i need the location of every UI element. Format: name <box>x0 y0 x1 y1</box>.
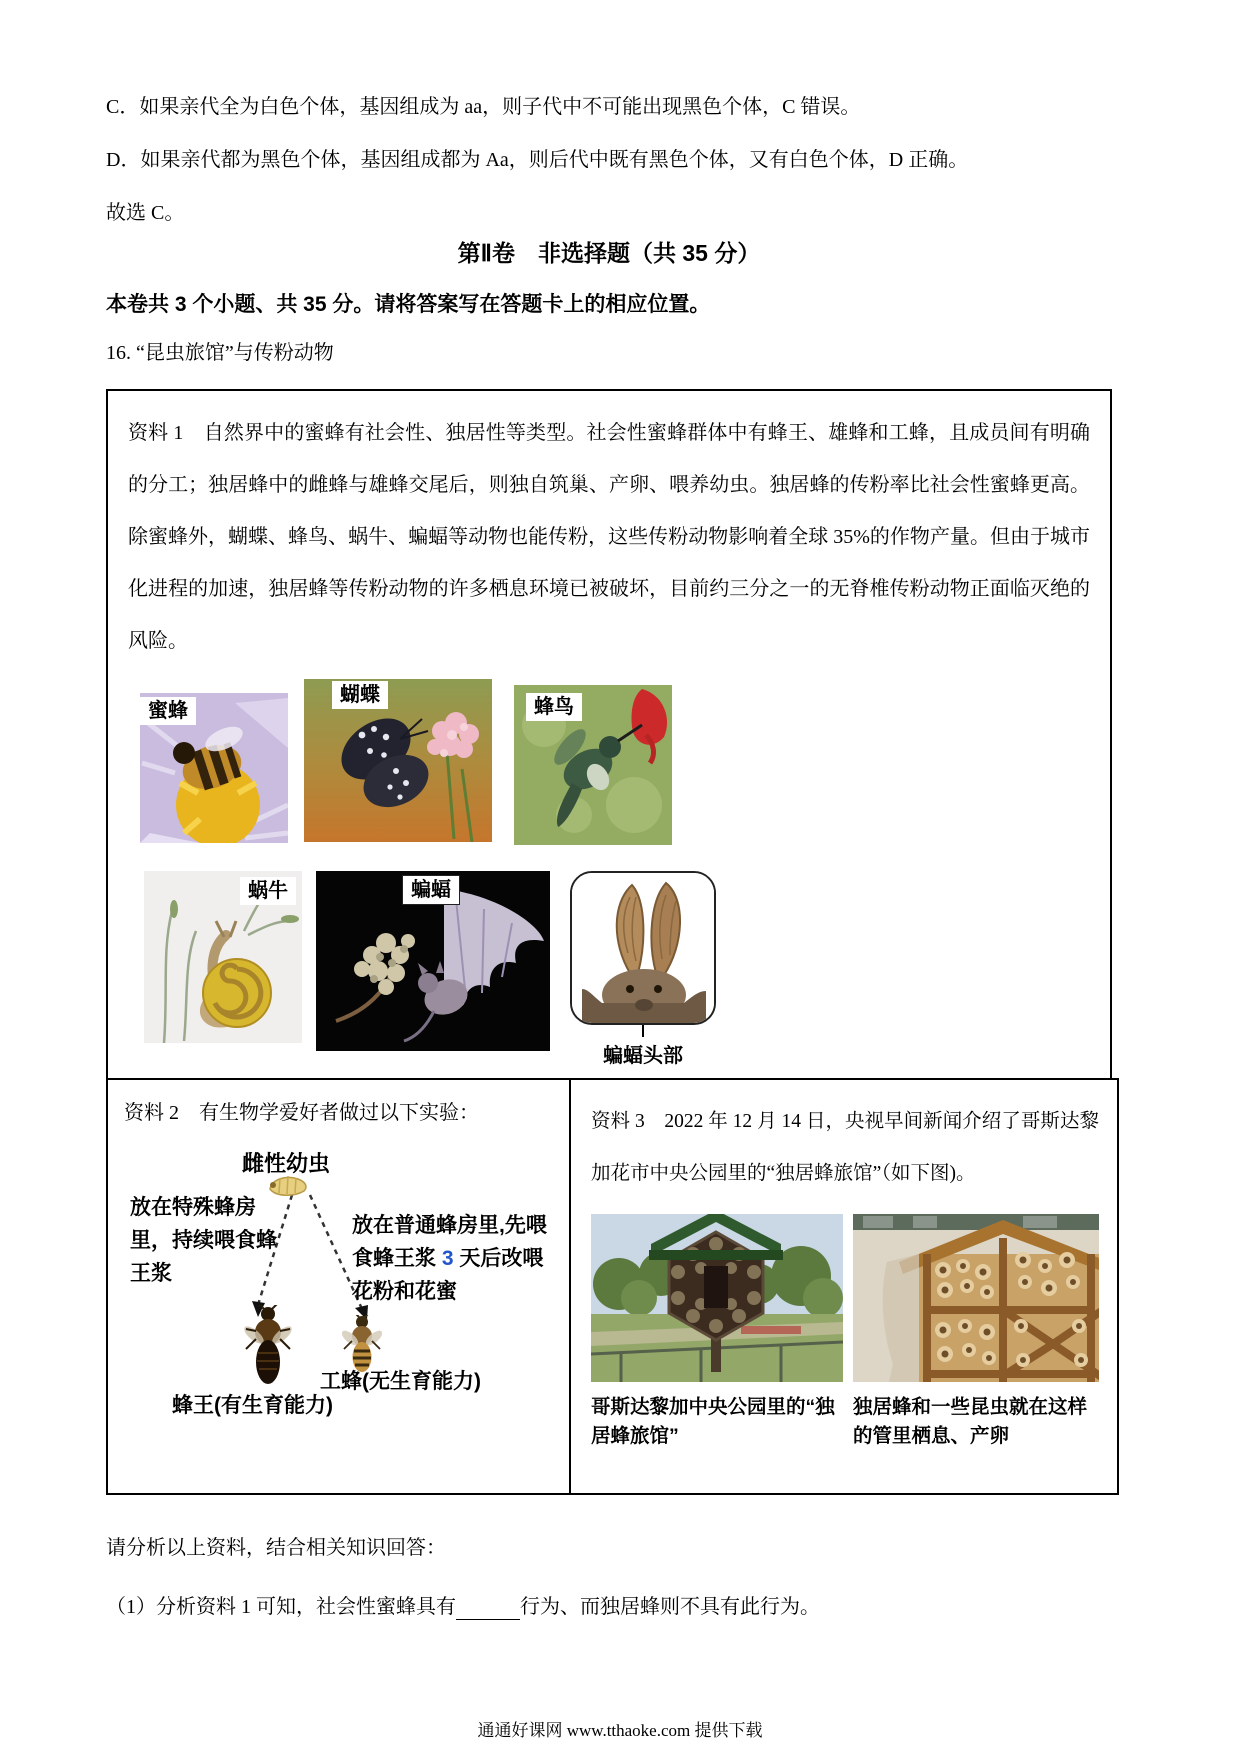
bat-photo-label: 蝙蝠 <box>402 875 460 905</box>
option-c-analysis: C．如果亲代全为白色个体，基因组成为 aa，则子代中不可能出现黑色个体，C 错误。 <box>106 96 861 118</box>
larva-label: 雌性幼虫 <box>242 1151 331 1176</box>
bat-head-pointer-line <box>642 1025 644 1037</box>
queen-bee-icon <box>244 1305 292 1387</box>
subquestion-1 <box>106 1590 1112 1620</box>
snail-photo <box>144 871 302 1043</box>
footer-text: 通通好课网 www.tthaoke.com 提供下载 <box>477 1721 763 1740</box>
section-title: 第Ⅱ卷 非选择题（共 35 分） <box>457 240 761 266</box>
normal-cell-note-post: 天后改喂花粉和花蜜 <box>352 1247 544 1303</box>
normal-cell-note-pre: 放在普通蜂房里,先喂食蜂王浆 <box>352 1214 547 1270</box>
snail-photo-label: 蜗牛 <box>240 877 296 905</box>
material3-text: 资料 3 2022 年 12 月 14 日，央视早间新闻介绍了哥斯达黎加花市中央公园里的“独居蜂旅馆”（如下图)。 <box>591 1111 1099 1184</box>
bee-hotel-closeup-photo <box>853 1214 1099 1382</box>
bee-photo <box>140 693 288 843</box>
subquestion-1-pre: （1）分析资料 1 可知，社会性蜜蜂具有 <box>106 1596 456 1618</box>
normal-cell-note <box>352 1209 552 1308</box>
material2-box <box>106 1078 571 1495</box>
section-note: 本卷共 3 个小题、共 35 分。请将答案写在答题卡上的相应位置。 <box>106 293 711 316</box>
material1-text: 资料 1 自然界中的蜜蜂有社会性、独居性等类型。社会性蜜蜂群体中有蜂王、雄蜂和工蜂，且成员间有明确的分工；独居蜂中的雌蜂与雄蜂交尾后，则独自筑巢、产卵、喂养幼虫。独居蜂的传粉率比社会性蜜蜂更高。除蜜蜂外，蝴蝶、蜂鸟、蜗牛、蝙蝠等动物也能传粉，这些传粉动物影响着全球 35%的作物产量。但由于城市化进程的加速，独居蜂等传粉动物的许多栖息环境已被破坏，目前约三分之一的无脊椎传粉动物正面临灭绝的风险。 <box>128 422 1090 652</box>
answer-blank <box>456 1596 520 1620</box>
bat-head-figure <box>570 871 716 1068</box>
bee-photo-label: 蜜蜂 <box>140 697 196 725</box>
pollinator-photo-row-2 <box>144 871 1090 1068</box>
material1-box <box>106 389 1112 1080</box>
butterfly-photo-label: 蝴蝶 <box>332 681 388 709</box>
question-16-title: 16. “昆虫旅馆”与传粉动物 <box>106 342 334 364</box>
queen-bee-label: 蜂王(有生育能力) <box>172 1394 333 1417</box>
material-2-3-row <box>106 1078 1112 1495</box>
option-d-analysis: D．如果亲代都为黑色个体，基因组成都为 Aa，则后代中既有黑色个体，又有白色个体，D 正确。 <box>106 149 969 171</box>
bee-hotel-park-photo <box>591 1214 843 1382</box>
prompt-text: 请分析以上资料，结合相关知识回答： <box>106 1537 446 1559</box>
experiment-diagram <box>124 1147 553 1447</box>
park-photo-caption: 哥斯达黎加中央公园里的“独居蜂旅馆” <box>591 1396 835 1447</box>
special-cell-note: 放在特殊蜂房里，持续喂食蜂王浆 <box>130 1196 277 1285</box>
subquestion-1-post: 行为、而独居蜂则不具有此行为。 <box>520 1596 820 1618</box>
answer-conclusion: 故选 C。 <box>106 202 185 224</box>
hummingbird-photo <box>514 685 672 845</box>
bat-photo <box>316 871 550 1051</box>
material2-title: 资料 2 有生物学爱好者做过以下实验： <box>124 1102 479 1124</box>
material3-photos <box>591 1214 1099 1451</box>
closeup-photo-caption: 独居蜂和一些昆虫就在这样的管里栖息、产卵 <box>853 1396 1088 1447</box>
bee-hotel-park-figure <box>591 1214 843 1451</box>
days-number: 3 <box>441 1247 454 1270</box>
bee-hotel-closeup-figure <box>853 1214 1099 1451</box>
page-content <box>106 95 1112 1620</box>
bat-head-illustration <box>572 873 714 1023</box>
worker-bee-label: 工蜂(无生育能力) <box>320 1370 481 1393</box>
material3-box <box>569 1078 1119 1495</box>
pollinator-photo-row-1 <box>140 679 1090 845</box>
bat-head-photo <box>570 871 716 1025</box>
hummingbird-photo-label: 蜂鸟 <box>526 693 582 721</box>
bat-head-caption: 蝙蝠头部 <box>603 1045 683 1067</box>
butterfly-photo <box>304 679 492 842</box>
